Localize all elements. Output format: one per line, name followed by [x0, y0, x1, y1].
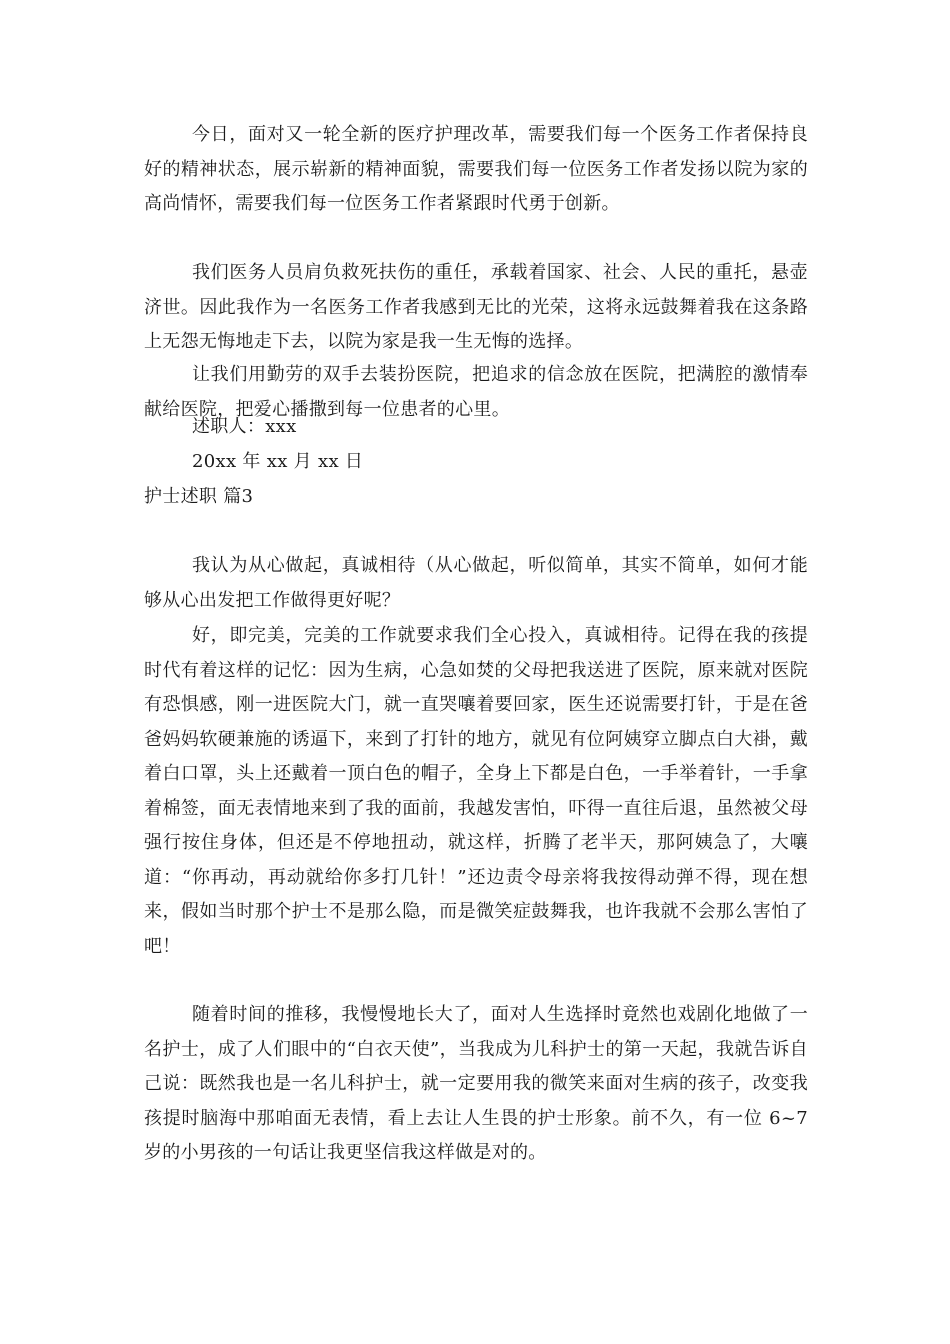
paragraph-childhood-memory: 好，即完美，完美的工作就要求我们全心投入，真诚相待。记得在我的孩提时代有着这样的记忆：因为生病，心急如焚的父母把我送进了医院，原来就对医院有恐惧感，刚一进医院大门，就一直哭嚷着要回家，医生还说需要打针，于是在爸爸妈妈软硬兼施的诱逼下，来到了打针的地方，就见有位阿姨穿立脚点白大褂，戴着白口罩，头上还戴着一顶白色的帽子，全身上下都是白色，一手举着针，一手拿着棉签，面无表情地来到了我的面前，我越发害怕，吓得一直往后退，虽然被父母强行按住身体，但还是不停地扭动，就这样，折腾了老半天，那阿姨急了，大嚷道：“你再动，再动就给你多打几针！”还边责令母亲将我按得动弹不得，现在想来，假如当时那个护士不是那么隐，而是微笑症鼓舞我，也许我就不会那么害怕了吧！	[144, 625, 808, 957]
paragraph-responsibility: 我们医务人员肩负救死扶伤的重任，承载着国家、社会、人民的重托，悬壶济世。因此我作为一名医务工作者我感到无比的光荣，这将永远鼓舞着我在这条路上无怨无悔地走下去，以院为家是我一生无悔的选择。	[144, 262, 808, 352]
paragraph-becoming-nurse: 随着时间的推移，我慢慢地长大了，面对人生选择时竟然也戏剧化地做了一名护士，成了人们眼中的“白衣天使”，当我成为儿科护士的第一天起，我就告诉自己说：既然我也是一名儿科护士，就一定要用我的微笑来面对生病的孩子，改变我孩提时脑海中那咱面无表情，看上去让人生畏的护士形象。前不久，有一位 6~7 岁的小男孩的一句话让我更坚信我这样做是对的。	[144, 1004, 808, 1163]
paragraph-reform: 今日，面对又一轮全新的医疗护理改革，需要我们每一个医务工作者保持良好的精神状态，展示崭新的精神面貌，需要我们每一位医务工作者发扬以院为家的高尚情怀，需要我们每一位医务工作者紧跟时代勇于创新。	[144, 124, 808, 214]
section-title: 护士述职 篇3	[144, 486, 254, 507]
paragraph-from-heart: 我认为从心做起，真诚相待（从心做起，听似简单，其实不简单，如何才能够从心出发把工作做得更好呢？	[144, 555, 808, 611]
signature-line: 述职人：xxx	[192, 416, 297, 437]
date-line: 20xx 年 xx 月 xx 日	[192, 451, 364, 472]
paragraph-dedication: 让我们用勤劳的双手去装扮医院，把追求的信念放在医院，把满腔的激情奉献给医院，把爱心播撒到每一位患者的心里。	[144, 364, 808, 420]
